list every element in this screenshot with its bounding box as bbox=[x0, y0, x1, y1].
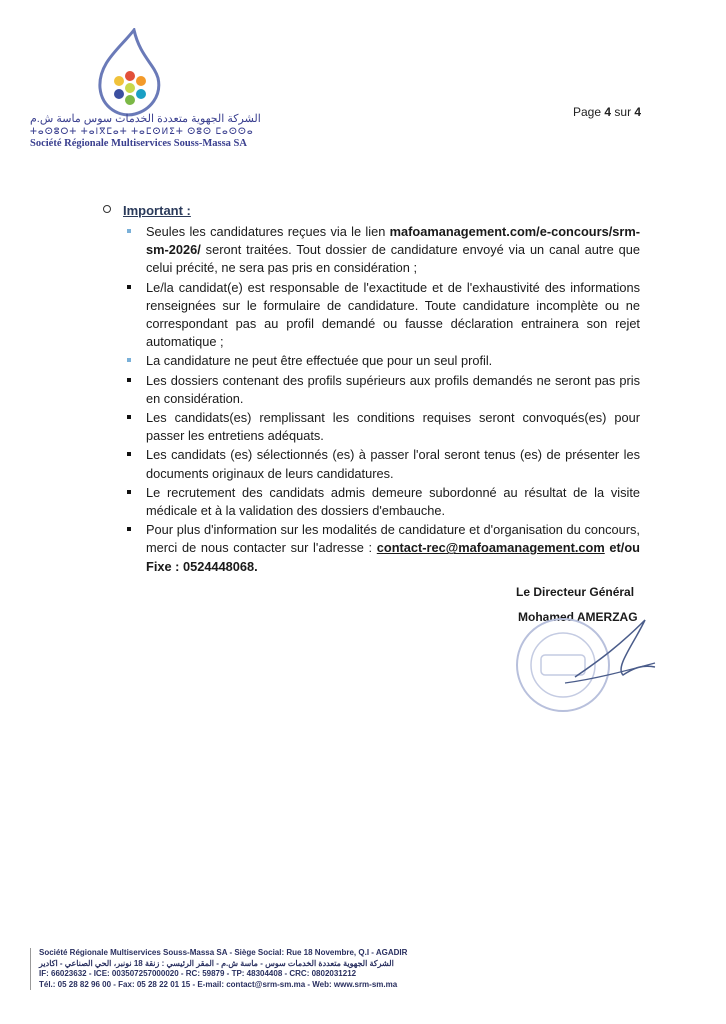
list-item: Les candidats(es) remplissant les conditions requises seront convoqués(es) pour passer les entretiens adéquats. bbox=[124, 409, 640, 445]
square-bullet-icon bbox=[127, 378, 131, 382]
square-bullet-icon bbox=[127, 229, 131, 233]
application-link[interactable]: mafoamanagement.com/e-concours/srm-sm-2026/ bbox=[146, 224, 640, 258]
list-item: Seules les candidatures reçues via le lien mafoamanagement.com/e-concours/srm-sm-2026/ seront traitées. Tout dossier de candidature envoyé via un canal autre que celui précité, ne sera pas pris en considération ; bbox=[124, 223, 640, 278]
signatory-name: Mohamed AMERZAG bbox=[518, 610, 638, 624]
square-bullet-icon bbox=[127, 490, 131, 494]
list-item: Les candidats (es) sélectionnés (es) à passer l'oral seront tenus (es) de présenter les documents originaux de leurs candidatures. bbox=[124, 446, 640, 482]
list-item: La candidature ne peut être effectuée que pour un seul profil. bbox=[124, 352, 640, 370]
list-item: Les dossiers contenant des profils supérieurs aux profils demandés ne seront pas pris en considération. bbox=[124, 372, 640, 408]
org-name-french: Société Régionale Multiservices Souss-Massa SA bbox=[30, 138, 247, 149]
important-heading: Important : bbox=[103, 203, 191, 218]
square-bullet-icon bbox=[127, 358, 131, 362]
contact-email-link[interactable]: contact-rec@mafoamanagement.com bbox=[376, 540, 605, 556]
conditions-list bbox=[124, 223, 640, 577]
list-item: Pour plus d'information sur les modalités de candidature et d'organisation du concours, merci de nous contacter sur l'adresse : contact-rec@mafoamanagement.com et/ou Fixe : 0524448068. bbox=[124, 521, 640, 576]
org-name-arabic: الشركة الجهوية متعددة الخدمات سوس ماسة ش.م bbox=[30, 113, 261, 125]
circle-bullet-icon bbox=[103, 205, 111, 213]
flower-drop-logo-icon bbox=[90, 28, 170, 118]
square-bullet-icon bbox=[127, 452, 131, 456]
page-footer bbox=[30, 948, 408, 990]
square-bullet-icon bbox=[127, 285, 131, 289]
square-bullet-icon bbox=[127, 415, 131, 419]
footer-contact: Tél.: 05 28 82 96 00 - Fax: 05 28 22 01 15 - E-mail: contact@srm-sm.ma - Web: www.srm-sm.ma bbox=[39, 979, 398, 989]
footer-registration: IF: 66023632 - ICE: 003507257000020 - RC: 59879 - TP: 48304408 - CRC: 0802031212 bbox=[39, 969, 357, 978]
official-stamp-signature-icon bbox=[505, 605, 675, 725]
org-name-tifinagh: ⵜⴰⵙⵓⵔⵜ ⵜⴰⵏⴳⵎⴰⵜ ⵜⴰⵎⵙⵍⵉⵜ ⵙⵓⵙ ⵎⴰⵙⵙⴰ bbox=[30, 126, 254, 136]
signatory-title: Le Directeur Général bbox=[516, 585, 635, 599]
footer-address: Société Régionale Multiservices Souss-Massa SA - Siège Social: Rue 18 Novembre, Q.I - AGADIR bbox=[39, 948, 408, 957]
list-item: Le recrutement des candidats admis demeure subordonné au résultat de la visite médicale et à la validation des dossiers d'embauche. bbox=[124, 484, 640, 520]
square-bullet-icon bbox=[127, 527, 131, 531]
page-number: Page 4 sur 4 bbox=[573, 105, 642, 119]
footer-address-arabic: الشركة الجهوية متعددة الخدمات سوس - ماسة ش.م - المقر الرئيسي : زنقة 18 نونبر، الحي الصناعي - اكادير bbox=[39, 958, 394, 968]
list-item: Le/la candidat(e) est responsable de l'exactitude et de l'exhaustivité des informations renseignées sur le formulaire de candidature. Toute candidature incomplète ou ne correspondant pas au profil demandé ou fausse déclaration entrainera son rejet automatique ; bbox=[124, 279, 640, 352]
